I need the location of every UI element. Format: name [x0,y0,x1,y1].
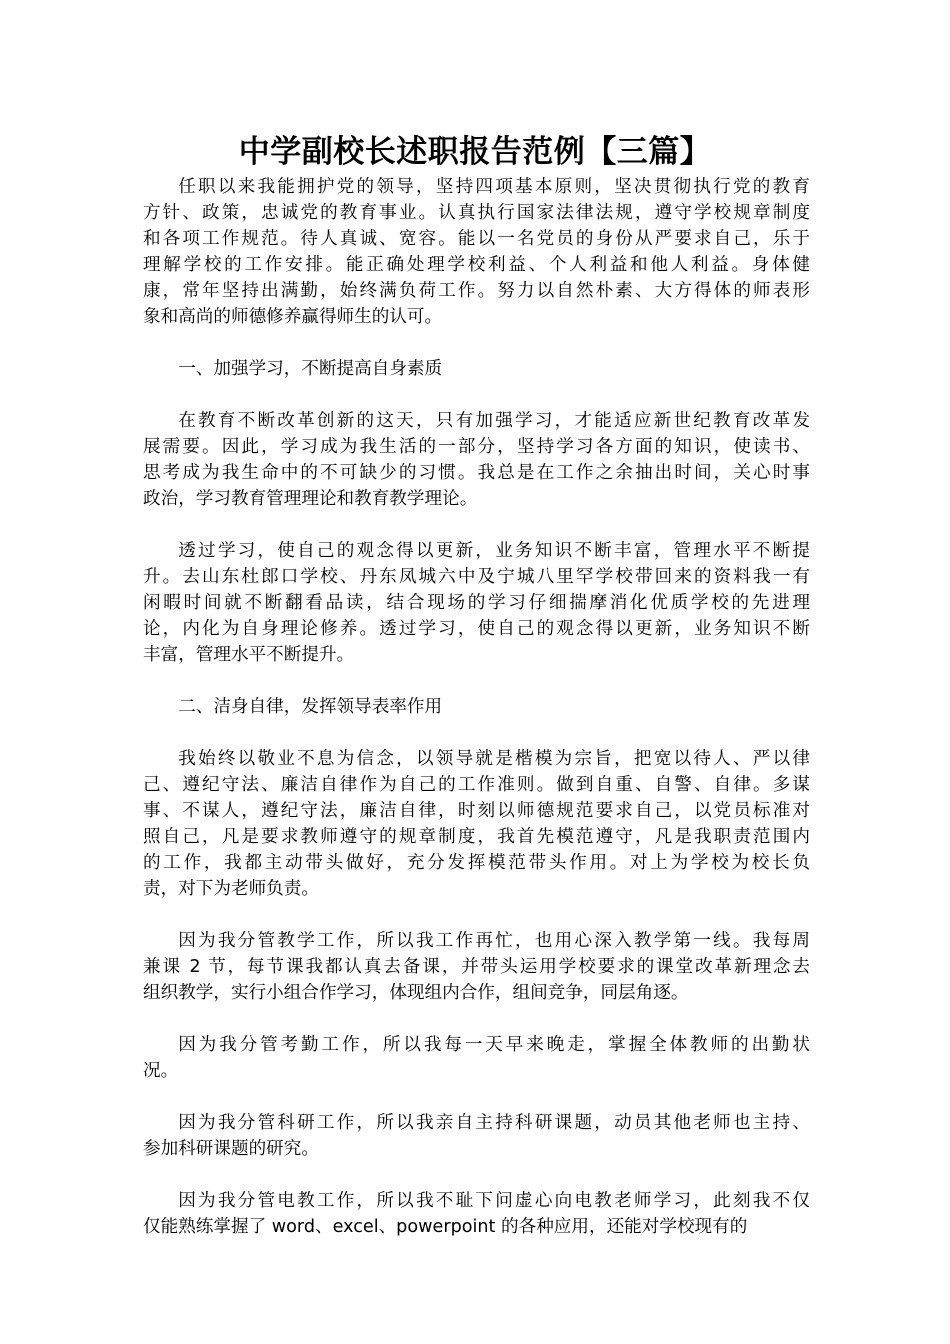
text-line: 丰富，管理水平不断提升。 [143,645,355,665]
text-line: 康，常年坚持出满勤，始终满负荷工作。努力以自然朴素、大方得体的师表形 [143,281,810,301]
text-line: 我始终以敬业不息为信念，以领导就是楷模为宗旨，把宽以待人、严以律 [178,749,810,769]
text-line: 照自己，凡是要求教师遵守的规章制度，我首先模范遵守，凡是我职责范围内 [143,827,810,847]
body-paragraph [143,174,810,330]
text-line: 责，对下为老师负责。 [143,879,319,899]
text-line: 象和高尚的师德修养赢得师生的认可。 [143,307,443,327]
document-body [143,174,810,1266]
text-line: 任职以来我能拥护党的领导，坚持四项基本原则，坚决贯彻执行党的教育 [178,177,810,197]
text-line: 仅能熟练掌握了 word、excel、powerpoint 的各种应用，还能对学校现有的 [143,1217,748,1237]
text-line: 因为我分管教学工作，所以我工作再忙，也用心深入教学第一线。我每周 [178,931,810,951]
body-paragraph [143,746,810,902]
text-line: 透过学习，使自己的观念得以更新，业务知识不断丰富，管理水平不断提 [178,541,810,561]
text-line: 组织教学，实行小组合作学习，体现组内合作，组间竞争，同层角逐。 [143,983,689,1003]
text-line: 升。去山东杜郎口学校、丹东凤城六中及宁城八里罕学校带回来的资料我一有 [143,567,810,587]
document-title: 中学副校长述职报告范例【三篇】 [238,134,712,170]
body-paragraph [143,408,810,512]
text-line: 一、加强学习，不断提高自身素质 [178,359,443,379]
text-line: 理解学校的工作安排。能正确处理学校利益、个人利益和他人利益。身体健 [143,255,810,275]
section-heading [143,694,810,720]
text-line: 兼课 2 节，每节课我都认真去备课，并带头运用学校要求的课堂改革新理念去 [143,957,810,977]
text-line: 事、不谋人，遵纪守法，廉洁自律，时刻以师德规范要求自己，以党员标准对 [143,801,810,821]
text-line: 在教育不断改革创新的这天，只有加强学习，才能适应新世纪教育改革发 [178,411,810,431]
text-line: 方针、政策，忠诚党的教育事业。认真执行国家法律法规，遵守学校规章制度 [143,203,810,223]
text-line: 展需要。因此，学习成为我生活的一部分，坚持学习各方面的知识，使读书、 [143,437,810,457]
text-line: 论，内化为自身理论修养。透过学习，使自己的观念得以更新，业务知识不断 [143,619,810,639]
text-line: 况。 [143,1061,179,1081]
text-line: 因为我分管考勤工作，所以我每一天早来晚走，掌握全体教师的出勤状 [178,1035,810,1055]
text-line: 的工作，我都主动带头做好，充分发挥模范带头作用。对上为学校为校长负 [143,853,810,873]
body-paragraph [143,1188,810,1240]
text-line: 因为我分管科研工作，所以我亲自主持科研课题，动员其他老师也主持、 [178,1113,810,1133]
text-line: 因为我分管电教工作，所以我不耻下问虚心向电教老师学习，此刻我不仅 [178,1191,810,1211]
text-line: 思考成为我生命中的不可缺少的习惯。我总是在工作之余抽出时间，关心时事 [143,463,810,483]
body-paragraph [143,1110,810,1162]
text-line: 二、洁身自律，发挥领导表率作用 [178,697,443,717]
body-paragraph [143,1032,810,1084]
body-paragraph [143,928,810,1006]
text-line: 政治，学习教育管理理论和教育教学理论。 [143,489,478,509]
text-line: 己、遵纪守法、廉洁自律作为自己的工作准则。做到自重、自警、自律。多谋 [143,775,810,795]
section-heading [143,356,810,382]
text-line: 和各项工作规范。待人真诚、宽容。能以一名党员的身份从严要求自己，乐于 [143,229,810,249]
text-line: 闲暇时间就不断翻看品读，结合现场的学习仔细揣摩消化优质学校的先进理 [143,593,810,613]
body-paragraph [143,538,810,668]
text-line: 参加科研课题的研究。 [143,1139,319,1159]
